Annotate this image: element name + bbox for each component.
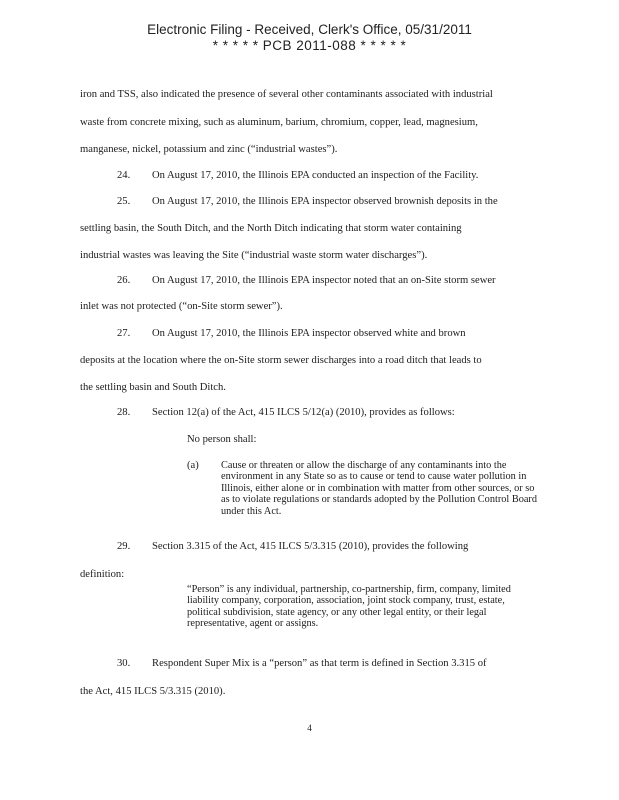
paragraph-27-line-2: deposits at the location where the on-Site storm sewer discharges into a road ditch that leads to: [80, 355, 482, 366]
filing-header-line: Electronic Filing - Received, Clerk's Office, 05/31/2011: [147, 22, 472, 37]
paragraph-29-number: 29.: [117, 541, 131, 552]
paragraph-27-line-1: On August 17, 2010, the Illinois EPA inspector observed white and brown: [152, 328, 466, 339]
paragraph-23-line-3: manganese, nickel, potassium and zinc (“industrial wastes”).: [80, 144, 338, 155]
paragraph-23-line-2: waste from concrete mixing, such as aluminum, barium, chromium, copper, lead, magnesium,: [80, 117, 478, 128]
case-number-header: * * * * * PCB 2011-088 * * * * *: [212, 38, 407, 53]
quote-1-item-label: (a): [187, 460, 199, 471]
paragraph-30-line-2: the Act, 415 ILCS 5/3.315 (2010).: [80, 686, 226, 697]
paragraph-27-line-3: the settling basin and South Ditch.: [80, 382, 226, 393]
paragraph-27-number: 27.: [117, 328, 131, 339]
paragraph-29-line-2: definition:: [80, 569, 125, 580]
paragraph-24-number: 24.: [117, 170, 131, 181]
paragraph-25-line-2: settling basin, the South Ditch, and the North Ditch indicating that storm water containing: [80, 223, 462, 234]
paragraph-26-line-1: On August 17, 2010, the Illinois EPA inspector noted that an on-Site storm sewer: [152, 275, 496, 286]
paragraph-28-number: 28.: [117, 407, 131, 418]
paragraph-30-line-1: Respondent Super Mix is a “person” as that term is defined in Section 3.315 of: [152, 658, 487, 669]
paragraph-25-line-3: industrial wastes was leaving the Site (“industrial waste storm water discharges”).: [80, 250, 428, 261]
paragraph-26-number: 26.: [117, 275, 131, 286]
quote-2-text: “Person” is any individual, partnership, co-partnership, firm, company, limited liability company, corporation, association, joint stock company, trust, estate, political subdivision, state agency, or any other legal entity, or their legal representative, agent or assigns.: [187, 584, 511, 630]
paragraph-24-line-1: On August 17, 2010, the Illinois EPA conducted an inspection of the Facility.: [152, 170, 479, 181]
quote-1-item-text: Cause or threaten or allow the discharge of any contaminants into the environment in any State so as to cause or tend to cause water pollution in Illinois, either alone or in combination with matter from other sources, or so as to violate regulations or standards adopted by the Pollution Control Board under this Act.: [221, 460, 538, 517]
paragraph-23-line-1: iron and TSS, also indicated the presence of several other contaminants associated with industrial: [80, 89, 493, 100]
paragraph-29-line-1: Section 3.315 of the Act, 415 ILCS 5/3.315 (2010), provides the following: [152, 541, 469, 552]
paragraph-30-number: 30.: [117, 658, 131, 669]
paragraph-28-line-1: Section 12(a) of the Act, 415 ILCS 5/12(a) (2010), provides as follows:: [152, 407, 455, 418]
paragraph-25-number: 25.: [117, 196, 131, 207]
paragraph-26-line-2: inlet was not protected (“on-Site storm sewer”).: [80, 301, 283, 312]
paragraph-25-line-1: On August 17, 2010, the Illinois EPA inspector observed brownish deposits in the: [152, 196, 498, 207]
page-number: 4: [307, 723, 312, 733]
quote-1-intro: No person shall:: [187, 434, 257, 445]
